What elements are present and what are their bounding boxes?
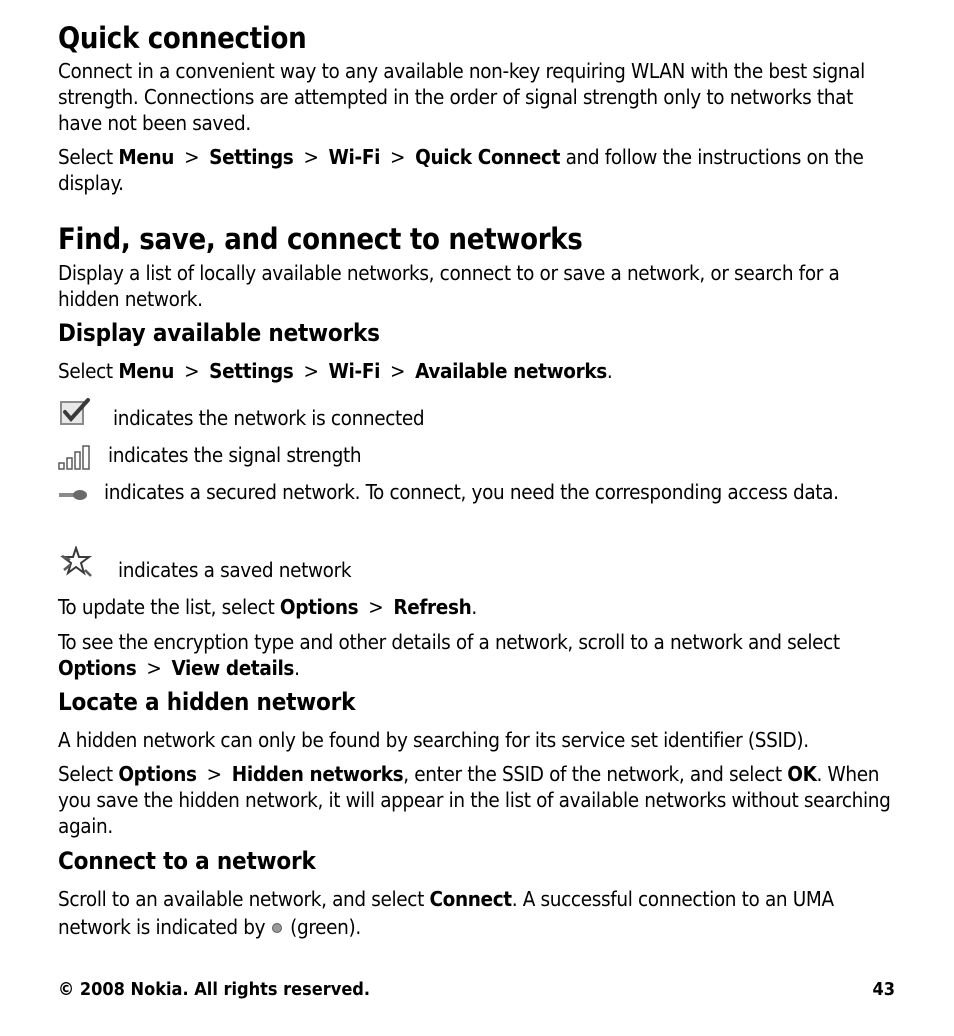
menu-path-item: Settings	[209, 145, 294, 169]
quick-connection-heading: Quick connection	[58, 21, 307, 55]
quick-connection-instructions: Select Menu > Settings > Wi-Fi > Quick Connect and follow the instructions on the display.	[58, 145, 864, 195]
menu-path-item: Quick Connect	[415, 145, 561, 169]
signal-strength-icon	[58, 443, 92, 471]
hidden-network-intro: A hidden network can only be found by searching for its service set identifier (SSID).	[58, 728, 809, 752]
manual-page	[58, 0, 900, 1036]
view-details-instructions: To see the encryption type and other details of a network, scroll to a network and select Options > View details.	[58, 630, 840, 680]
connect-command: Connect	[429, 887, 512, 911]
menu-path-item: Wi-Fi	[328, 359, 381, 383]
menu-path-item: Menu	[118, 359, 175, 383]
saved-network-star-icon	[58, 546, 98, 580]
hidden-network-instructions: Select Options > Hidden networks, enter the SSID of the network, and select OK. When you save the hidden network, it will appear in the list of available networks without searching again.	[58, 762, 891, 838]
menu-path-item: Hidden networks	[231, 762, 404, 786]
menu-path-item: Menu	[118, 145, 175, 169]
menu-path-item: Options	[58, 656, 137, 680]
connected-icon-description: indicates the network is connected	[113, 406, 425, 430]
find-networks-heading: Find, save, and connect to networks	[58, 222, 583, 256]
menu-path-item: View details	[171, 656, 295, 680]
menu-path-item: Wi-Fi	[328, 145, 381, 169]
connect-network-heading: Connect to a network	[58, 847, 316, 875]
menu-path-item: Options	[118, 762, 197, 786]
hidden-network-heading: Locate a hidden network	[58, 688, 356, 716]
signal-icon-description: indicates the signal strength	[108, 443, 362, 467]
menu-path-item: Refresh	[393, 595, 472, 619]
saved-icon-description: indicates a saved network	[118, 558, 352, 582]
refresh-instructions: To update the list, select Options > Refresh.	[58, 595, 477, 619]
menu-path-item: Settings	[209, 359, 294, 383]
quick-connection-intro: Connect in a convenient way to any available non-key requiring WLAN with the best signal strength. Connections are attempted in the order of signal strength only to networks that have not been saved.	[58, 59, 865, 135]
secured-icon-description: indicates a secured network. To connect, you need the corresponding access data.	[104, 480, 839, 504]
copyright-footer: © 2008 Nokia. All rights reserved.	[58, 979, 371, 1000]
page-number: 43	[872, 979, 895, 1000]
ok-command: OK	[787, 762, 817, 786]
uma-status-dot-icon	[271, 921, 285, 935]
connect-network-instructions: Scroll to an available network, and select Connect. A successful connection to an UMA network is indicated by (green).	[58, 887, 834, 939]
connected-checkbox-icon	[58, 398, 94, 428]
display-networks-heading: Display available networks	[58, 319, 380, 347]
menu-path-item: Available networks	[415, 359, 607, 383]
menu-path-item: Options	[279, 595, 359, 619]
display-networks-instructions: Select Menu > Settings > Wi-Fi > Available networks.	[58, 359, 613, 383]
find-networks-intro: Display a list of locally available networks, connect to or save a network, or search for a hidden network.	[58, 261, 840, 311]
